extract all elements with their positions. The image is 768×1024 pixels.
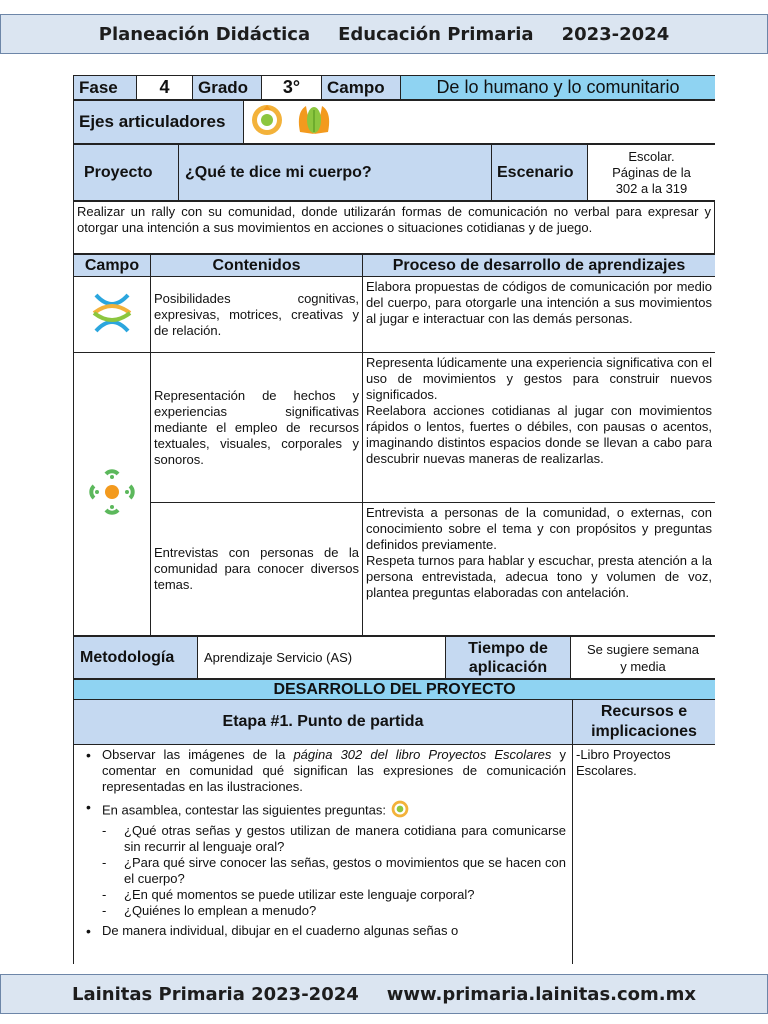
grado-value: 3° <box>262 76 322 100</box>
tiempo-label-line-1: Tiempo de <box>468 639 548 657</box>
metodologia-table <box>73 636 715 679</box>
pda-2 <box>363 353 716 503</box>
recursos-header-line-1: Recursos e <box>600 703 688 720</box>
pda-3 <box>363 503 716 636</box>
campo-icon-cell-2 <box>74 353 151 636</box>
activity-item-2 <box>80 799 566 919</box>
circle-axis-icon <box>390 799 410 823</box>
proyecto-title: ¿Qué te dice mi cuerpo? <box>179 145 492 201</box>
header-year: 2023-2024 <box>561 23 670 45</box>
question-list <box>102 823 566 919</box>
planning-document <box>73 75 715 964</box>
header-level: Educación Primaria <box>338 23 534 45</box>
escenario-line-3: 302 a la 319 <box>615 180 688 196</box>
project-description: Realizar un rally con su comunidad, donde utilizarán formas de comunicación no verbal para expresar y otorgar una intención a sus movimientos en acciones o situaciones cotidianas y de juego. <box>74 202 715 254</box>
dna-campo-icon <box>90 323 134 338</box>
tiempo-value-line-1: Se sugiere semana <box>586 641 699 657</box>
activity-1-text-a: Observar las imágenes de la <box>102 747 294 762</box>
campo-label: Campo <box>322 76 401 100</box>
metodologia-value: Aprendizaje Servicio (AS) <box>198 637 446 679</box>
desarrollo-table <box>73 679 715 964</box>
contenido-1: Posibilidades cognitivas, expresivas, motrices, creativas y de relación. <box>151 277 363 353</box>
recursos-line-2: Escolares. <box>576 763 637 778</box>
content-table <box>73 254 715 636</box>
fase-label: Fase <box>74 76 137 100</box>
pda-3-item-1: Entrevista a personas de la comunidad, o externas, con conocimiento sobre el tema y con propósitos y preguntas definidos previamente. <box>366 505 712 552</box>
activity-item-1 <box>80 747 566 795</box>
header-title: Planeación Didáctica <box>98 23 311 45</box>
recursos-line-1: -Libro Proyectos <box>576 747 671 762</box>
contenido-3: Entrevistas con personas de la comunidad para conocer diversos temas. <box>151 503 363 636</box>
question-item: - ¿Quiénes lo emplean a menudo? <box>102 903 566 919</box>
campo-column-header: Campo <box>74 255 151 277</box>
activity-1-book-ref: página 302 del libro Proyectos Escolares <box>293 747 552 762</box>
tiempo-label-line-2: aplicación <box>468 658 548 676</box>
contenido-2: Representación de hechos y experiencias significativas mediante el empleo de recursos textuales, visuales, corporales y sonoros. <box>151 353 363 503</box>
circle-axis-icon <box>249 102 285 143</box>
question-item: - ¿Para qué sirve conocer las señas, gestos o movimientos que se hacen con el cuerpo? <box>102 855 566 887</box>
metodologia-label: Metodología <box>74 637 198 679</box>
activity-item-3: • De manera individual, dibujar en el cuaderno algunas señas o <box>80 923 566 939</box>
ejes-table <box>73 100 715 144</box>
campo-value: De lo humano y lo comunitario <box>401 76 716 100</box>
fase-value: 4 <box>137 76 193 100</box>
footer-banner <box>0 974 768 1014</box>
footer-url[interactable]: www.primaria.lainitas.com.mx <box>386 983 696 1005</box>
activity-1-text-c: y comentar en comunidad qué significan las expresiones de comunicación representadas en las ilustraciones. <box>102 747 566 794</box>
question-item: - ¿En qué momentos se puede utilizar este lenguaje corporal? <box>102 887 566 903</box>
escenario-value <box>588 145 716 201</box>
activity-2-text: En asamblea, contestar las siguientes preguntas: <box>102 802 387 818</box>
info-table <box>73 75 715 100</box>
tiempo-value-line-2: y media <box>620 658 666 674</box>
pda-2-item-2: Reelabora acciones cotidianas al jugar con movimientos rápidos o lentos, fuertes o débiles, con pausas o acentos, imaginando distintos espacios donde se llevan a cabo para descubrir nuevas maneras de realizarlas. <box>366 403 712 466</box>
proceso-column-header: Proceso de desarrollo de aprendizajes <box>363 255 716 277</box>
tiempo-label <box>446 637 571 679</box>
proyecto-label: Proyecto <box>74 145 179 201</box>
escenario-line-1: Escolar. <box>628 148 675 164</box>
campo-icon-cell <box>74 277 151 353</box>
pda-3-item-2: Respeta turnos para hablar y escuchar, presta atención a la persona entrevistada, adecua tono y volumen de voz, plantea preguntas elaboradas con antelación. <box>366 553 712 600</box>
contenidos-column-header: Contenidos <box>151 255 363 277</box>
question-item: - ¿Qué otras señas y gestos utilizan de manera cotidiana para comunicarse sin recurrir al lenguaje oral? <box>102 823 566 855</box>
header-banner <box>0 14 768 54</box>
proyecto-table <box>73 144 715 201</box>
activity-list <box>74 745 572 939</box>
escenario-label: Escenario <box>492 145 588 201</box>
recursos-header <box>573 700 716 745</box>
pda-1: Elabora propuestas de códigos de comunicación por medio del cuerpo, para otorgarle una intención a sus movimientos al jugar e interactuar con las demás personas. <box>363 277 716 353</box>
tiempo-value <box>571 637 716 679</box>
pda-2-item-1: Representa lúdicamente una experiencia significativa con el uso de movimientos y gestos para construir nuevos significados. <box>366 355 712 402</box>
escenario-line-2: Páginas de la <box>612 164 691 180</box>
footer-brand: Lainitas Primaria 2023-2024 <box>72 983 359 1005</box>
community-campo-icon <box>88 504 136 519</box>
ejes-icons <box>244 101 716 144</box>
recursos-cell <box>573 745 716 965</box>
leaf-axis-icon <box>294 102 334 143</box>
ejes-label: Ejes articuladores <box>74 101 244 144</box>
recursos-header-line-2: implicaciones <box>591 723 697 740</box>
desarrollo-title: DESARROLLO DEL PROYECTO <box>74 680 716 700</box>
etapa-title: Etapa #1. Punto de partida <box>74 700 573 745</box>
activities-cell <box>74 745 573 965</box>
descripcion-table <box>73 201 715 254</box>
grado-label: Grado <box>193 76 262 100</box>
